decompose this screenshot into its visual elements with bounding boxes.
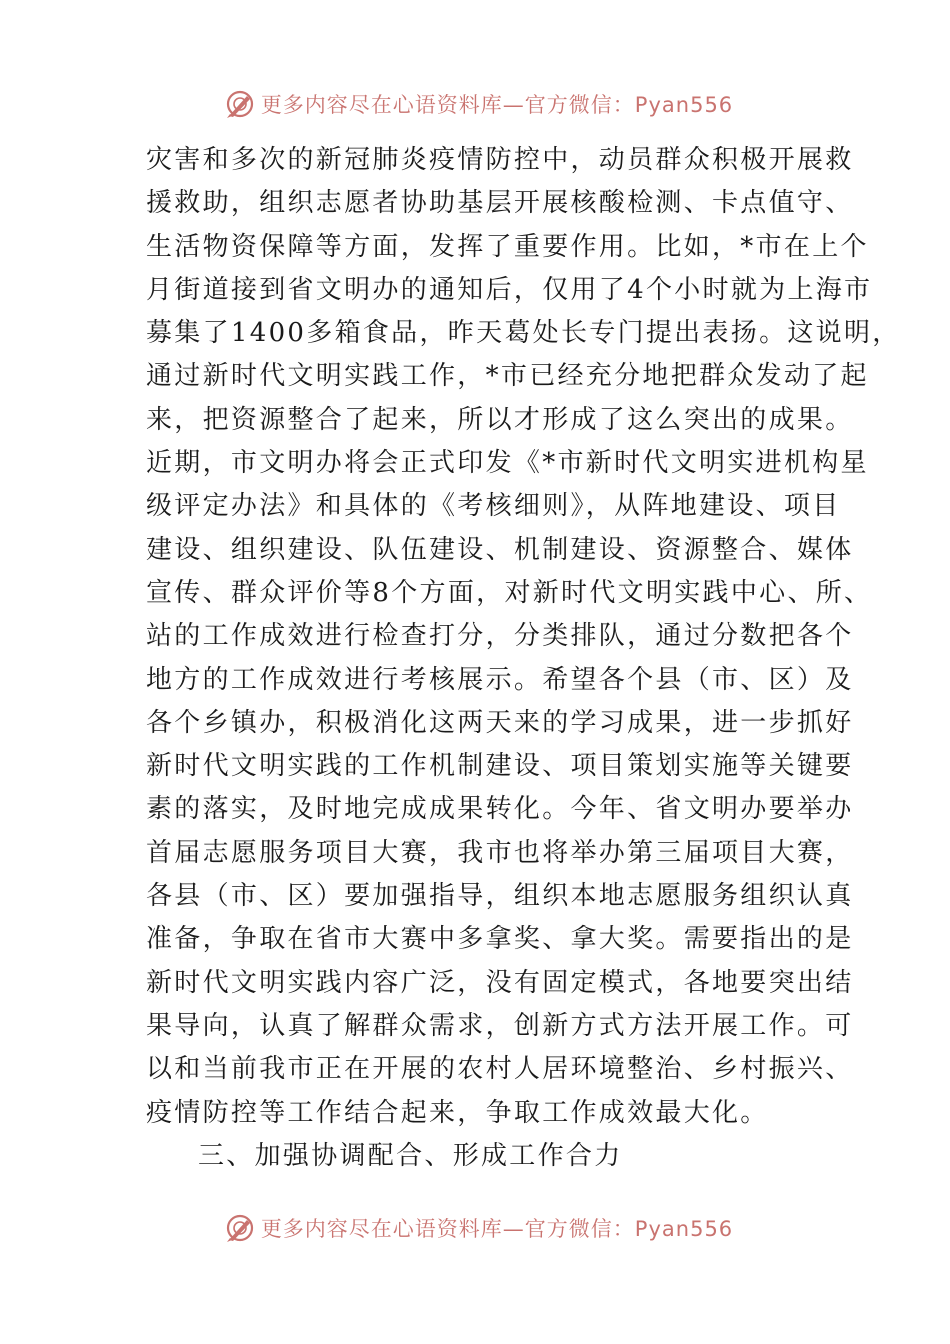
body-line: 来，把资源整合了起来，所以才形成了这么突出的成果。 — [146, 404, 854, 435]
body-line: 地方的工作成效进行考核展示。希望各个县（市、区）及 — [146, 664, 854, 695]
body-line: 近期，市文明办将会正式印发《*市新时代文明实进机构星 — [146, 448, 869, 479]
body-line: 各县（市、区）要加强指导，组织本地志愿服务组织认真 — [146, 881, 854, 912]
document-body — [146, 139, 901, 1178]
body-line: 灾害和多次的新冠肺炎疫情防控中，动员群众积极开展救 — [146, 145, 854, 175]
body-line: 新时代文明实践的工作机制建设、项目策划实施等关键要 — [146, 751, 854, 782]
footer-watermark-banner — [0, 1208, 950, 1248]
section-heading: 三、加强协调配合、形成工作合力 — [198, 1140, 623, 1171]
body-line: 月街道接到省文明办的通知后，仅用了4个小时就为上海市 — [146, 274, 873, 305]
body-line: 果导向，认真了解群众需求，创新方式方法开展工作。可 — [146, 1010, 854, 1041]
header-watermark-text: 更多内容尽在心语资料库—官方微信：Pyan556 — [260, 93, 734, 117]
body-line: 疫情防控等工作结合起来，争取工作成效最大化。 — [146, 1097, 769, 1128]
body-line: 募集了1400多箱食品，昨天葛处长专门提出表扬。这说明， — [146, 318, 901, 349]
pen-circle-logo-icon — [225, 89, 255, 119]
body-line: 各个乡镇办，积极消化这两天来的学习成果，进一步抓好 — [146, 707, 854, 738]
body-line: 级评定办法》和具体的《考核细则》，从阵地建设、项目 — [146, 491, 841, 522]
footer-watermark-text: 更多内容尽在心语资料库—官方微信：Pyan556 — [260, 1217, 734, 1241]
body-line: 新时代文明实践内容广泛，没有固定模式，各地要突出结 — [146, 967, 854, 998]
pen-circle-logo-icon — [225, 1213, 255, 1243]
body-line: 宣传、群众评价等8个方面，对新时代文明实践中心、所、 — [146, 577, 873, 608]
body-line: 建设、组织建设、队伍建设、机制建设、资源整合、媒体 — [146, 534, 854, 565]
body-line: 准备，争取在省市大赛中多拿奖、拿大奖。需要指出的是 — [146, 924, 854, 955]
body-line: 素的落实，及时地完成成果转化。今年、省文明办要举办 — [146, 794, 854, 825]
body-line: 以和当前我市正在开展的农村人居环境整治、乡村振兴、 — [146, 1054, 854, 1085]
body-line: 站的工作成效进行检查打分，分类排队，通过分数把各个 — [146, 621, 854, 652]
body-line: 生活物资保障等方面，发挥了重要作用。比如，*市在上个 — [146, 231, 869, 262]
header-watermark-banner — [0, 84, 950, 124]
body-line: 援救助，组织志愿者协助基层开展核酸检测、卡点值守、 — [146, 188, 854, 219]
body-line: 首届志愿服务项目大赛，我市也将举办第三届项目大赛， — [146, 837, 854, 868]
body-line: 通过新时代文明实践工作，*市已经充分地把群众发动了起 — [146, 361, 869, 392]
